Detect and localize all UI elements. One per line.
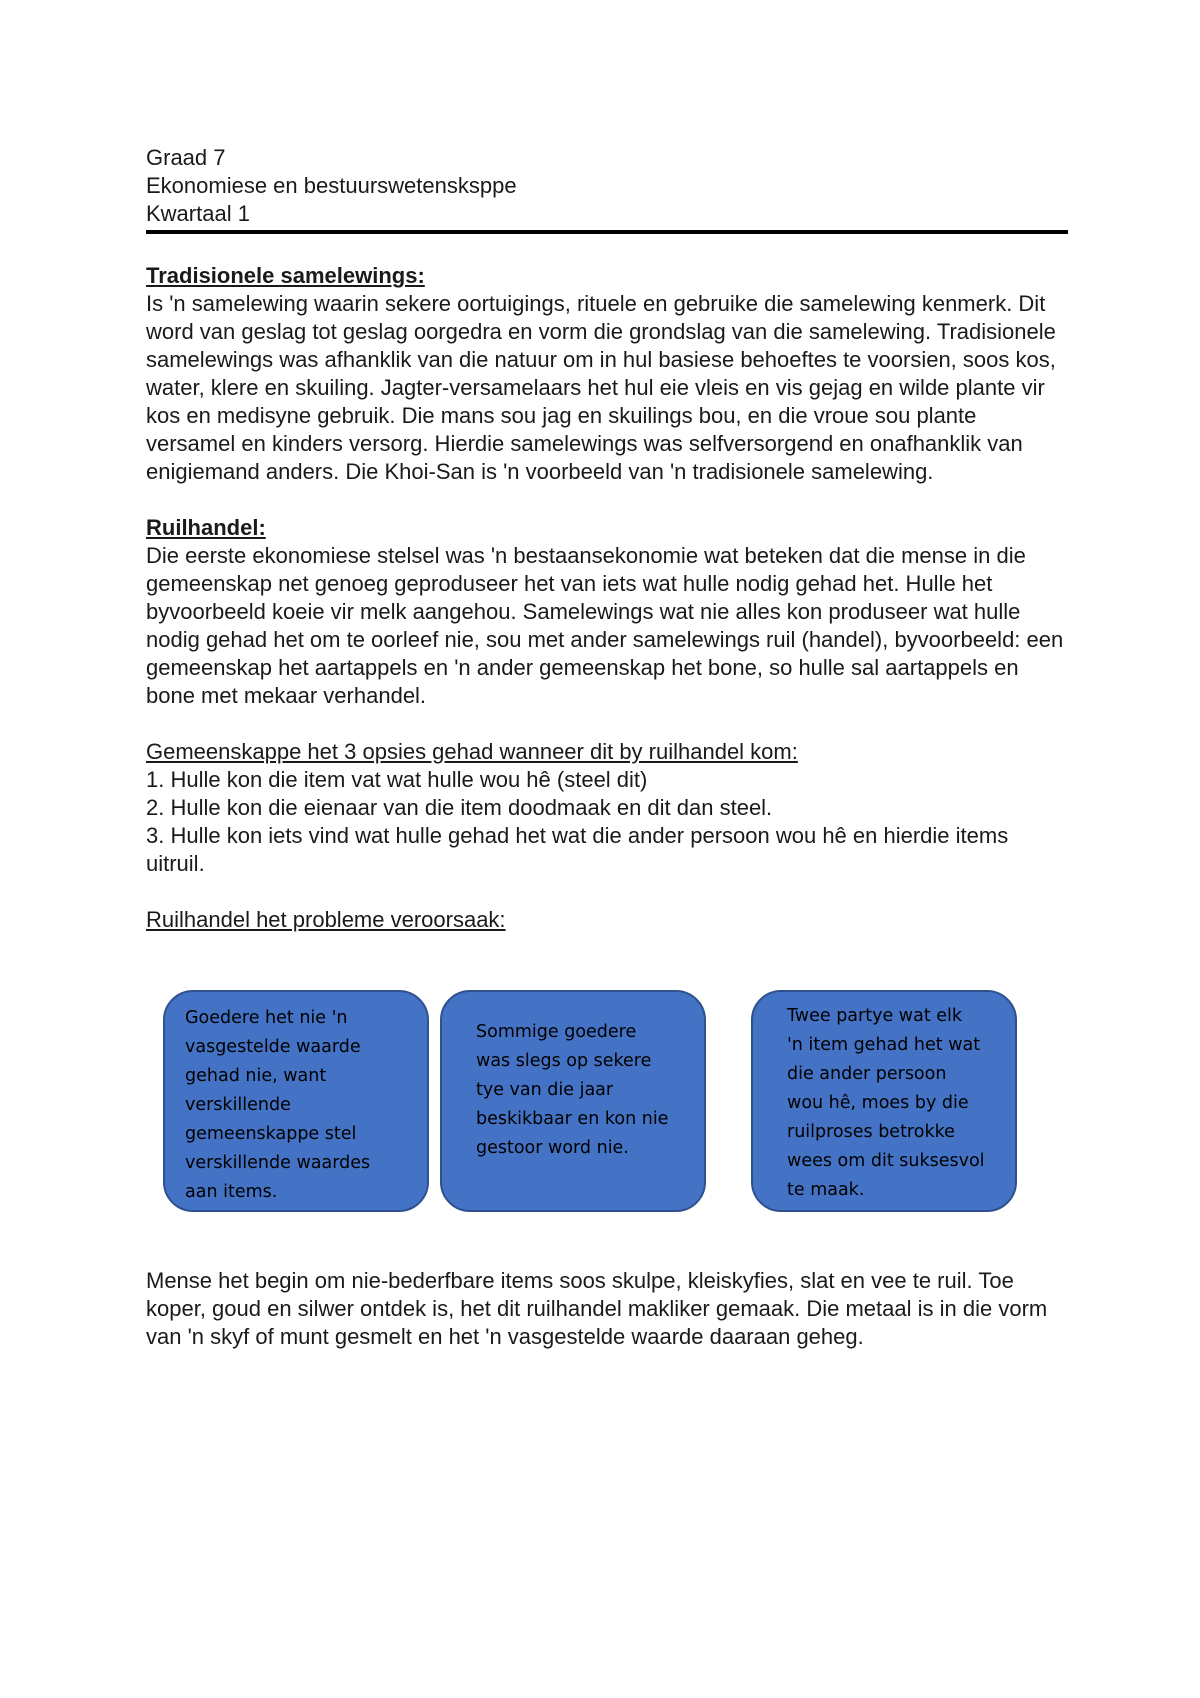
closing-paragraph: Mense het begin om nie-bederfbare items soos skulpe, kleiskyfies, slat en vee te ruil. Toe koper, goud en silwer ontdek is, het dit ruilhandel makliker gemaak. Die metaal is in die vorm van 'n skyf of munt gesmelt en het 'n vasgestelde waarde daaraan geheg. xyxy=(146,1268,1048,1349)
option-item-3: 3. Hulle kon iets vind wat hulle gehad het wat die ander persoon wou hê en hierdie items uitruil. xyxy=(146,823,1009,876)
header-divider xyxy=(146,230,1068,234)
problem-box-value xyxy=(163,990,429,1212)
document-body xyxy=(146,262,1068,934)
option-item-1: 1. Hulle kon die item vat wat hulle wou hê (steel dit) xyxy=(146,767,648,792)
barter-paragraph: Die eerste ekonomiese stelsel was 'n bestaansekonomie wat beteken dat die mense in die gemeenskap net genoeg geproduseer het van iets wat hulle nodig gehad het. Hulle het byvoorbeeld koeie vir melk aangehou. Samelewings wat nie alles kon produseer wat hulle nodig gehad het om te oorleef nie, sou met ander samelewings ruil (handel), byvoorbeeld: een gemeenskap het aartappels en 'n ander gemeenskap het bone, so hulle sal aartappels en bone met mekaar verhandel. xyxy=(146,543,1064,708)
document-header xyxy=(146,144,1068,228)
traditional-heading: Tradisionele samelewings: xyxy=(146,263,425,288)
problem-boxes xyxy=(0,990,1200,1220)
problems-heading: Ruilhandel het probleme veroorsaak: xyxy=(146,907,506,932)
barter-heading: Ruilhandel: xyxy=(146,515,266,540)
subject-label: Ekonomiese en bestuurswetensksppe xyxy=(146,173,517,198)
problem-box-seasonal-text: Sommige goedere was slegs op sekere tye van die jaar beskikbaar en kon nie gestoor word nie. xyxy=(476,1022,669,1158)
options-heading: Gemeenskappe het 3 opsies gehad wanneer dit by ruilhandel kom: xyxy=(146,739,798,764)
option-item-2: 2. Hulle kon die eienaar van die item doodmaak en dit dan steel. xyxy=(146,795,773,820)
problem-box-seasonal xyxy=(440,990,706,1212)
problem-box-coincidence xyxy=(751,990,1017,1212)
term-label: Kwartaal 1 xyxy=(146,201,250,226)
problem-box-coincidence-text: Twee partye wat elk 'n item gehad het wat die ander persoon wou hê, moes by die ruilproses betrokke wees om dit suksesvol te maak. xyxy=(787,1006,985,1200)
problem-box-value-text: Goedere het nie 'n vasgestelde waarde gehad nie, want verskillende gemeenskappe stel verskillende waardes aan items. xyxy=(185,1008,371,1202)
traditional-paragraph: Is 'n samelewing waarin sekere oortuigings, rituele en gebruike die samelewing kenmerk. Dit word van geslag tot geslag oorgedra en vorm die grondslag van die samelewing. Tradisionele samelewings was afhanklik van die natuur om in hul basiese behoeftes te voorsien, soos kos, water, klere en skuiling. Jagter-versamelaars het hul eie vleis en vis gejag en wilde plante vir kos en medisyne gebruik. Die mans sou jag en skuilings bou, en die vroue sou plante versamel en kinders versorg. Hierdie samelewings was selfversorgend en onafhanklik van enigiemand anders. Die Khoi-San is 'n voorbeeld van 'n tradisionele samelewing. xyxy=(146,291,1056,484)
grade-label: Graad 7 xyxy=(146,145,226,170)
